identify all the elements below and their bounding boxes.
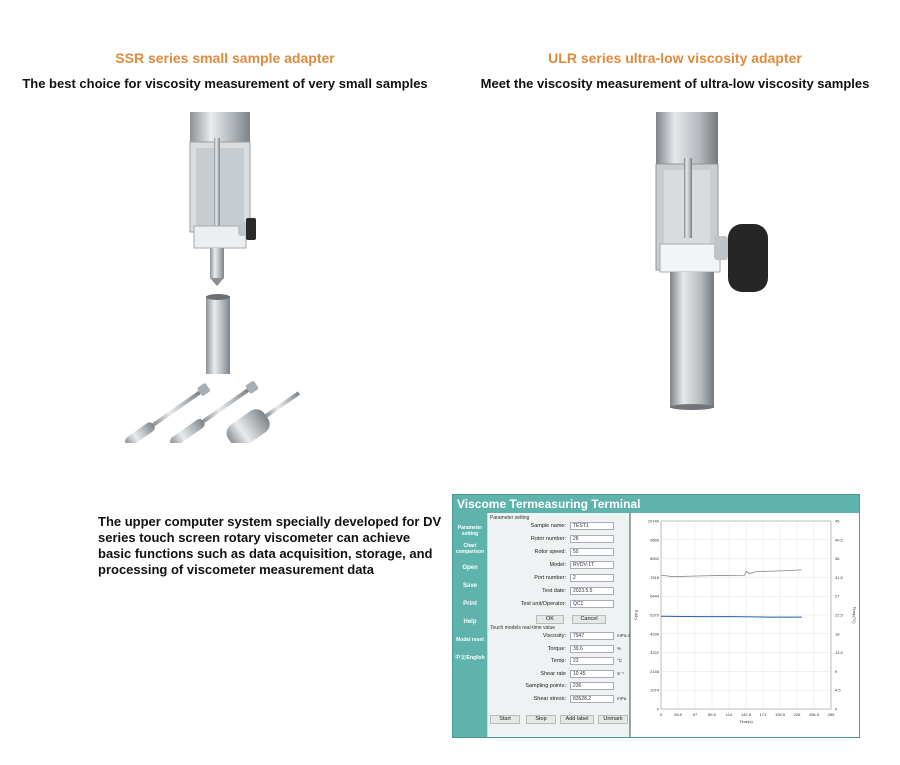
y2-tick-label: 4.5	[835, 687, 841, 693]
y-tick-label: 1074	[650, 687, 659, 693]
sidebar-item-print[interactable]: Print	[463, 601, 477, 607]
x-axis-label: Time(s)	[739, 719, 753, 724]
parameter-section-label: Parameter setting	[490, 515, 530, 521]
realtime-label: Shear stress:	[533, 695, 566, 702]
realtime-value: 10.45	[570, 670, 614, 678]
sidebar-item-save[interactable]: Save	[462, 583, 477, 589]
x-tick-label: 114	[725, 712, 733, 717]
param-input[interactable]: TEST1	[570, 522, 614, 530]
realtime-row	[490, 695, 628, 704]
param-input[interactable]: QC1	[570, 600, 614, 608]
realtime-label: Sampling points:	[525, 683, 566, 689]
realtime-value: 22	[570, 657, 614, 665]
sidebar-item-parameter-setting[interactable]: Parameter setting	[457, 525, 483, 537]
sidebar-item-model-reset[interactable]: Model reset	[456, 637, 484, 643]
param-label: Rotor number:	[530, 536, 566, 542]
realtime-value: 7947	[570, 632, 614, 640]
ok-button[interactable]: OK	[536, 615, 564, 624]
realtime-label: Shear rate	[540, 670, 566, 677]
param-row	[490, 587, 628, 596]
ulr-subtitle: Meet the viscosity measurement of ultra-low viscosity samples	[480, 76, 870, 91]
terminal-sidebar	[453, 513, 487, 738]
param-label: Sample name:	[530, 523, 566, 529]
y-tick-label: 9666	[650, 537, 659, 543]
system-description: The upper computer system specially developed for DV series touch screen rotary viscometer can achieve basic functions such as data acquisition, storage, and processing of viscometer measurement data	[98, 514, 442, 577]
param-input[interactable]: 2023.5.5	[570, 587, 614, 595]
realtime-value: 236	[570, 682, 614, 690]
realtime-label: Torque:	[547, 645, 566, 652]
x-tick-label: 28.5	[674, 712, 682, 717]
y-tick-label: 3222	[650, 650, 659, 656]
y2-tick-label: 45	[835, 518, 840, 524]
stop-button[interactable]: Stop	[526, 715, 556, 724]
y2-tick-label: 22.5	[835, 612, 843, 618]
viscosity-chart	[631, 513, 860, 738]
param-input[interactable]: 28	[570, 535, 614, 543]
y-tick-label: 10740	[647, 518, 659, 524]
param-row	[490, 600, 628, 609]
sidebar-item-help[interactable]: Help	[463, 619, 477, 625]
realtime-unit: %	[617, 645, 622, 651]
terminal-title: Viscome Termeasuring Terminal	[457, 497, 641, 511]
realtime-unit: mPa.s	[617, 633, 630, 638]
param-label: Port number:	[534, 575, 566, 581]
param-row	[490, 561, 628, 570]
realtime-row	[490, 670, 628, 679]
y-tick-label: 4296	[650, 631, 659, 637]
ssr-title: SSR series small sample adapter	[115, 50, 335, 66]
realtime-section-label: Touch models real-time value	[490, 625, 556, 631]
param-row	[490, 522, 628, 531]
x-tick-label: 0	[659, 712, 663, 717]
ulr-title: ULR series ultra-low viscosity adapter	[548, 50, 802, 66]
cancel-button[interactable]: Cancel	[572, 615, 606, 624]
y-tick-label: 7518	[650, 574, 659, 580]
y-tick-label: 2148	[650, 668, 659, 674]
realtime-value: 83528.2	[570, 695, 614, 703]
x-tick-label: 228	[793, 712, 801, 717]
x-tick-label: 142.5	[740, 712, 752, 717]
param-label: Test date:	[542, 588, 566, 594]
realtime-row	[490, 632, 628, 641]
realtime-row	[490, 682, 628, 691]
ulr-adapter-image	[640, 108, 780, 413]
realtime-value: 39.6	[570, 645, 614, 653]
realtime-label: Temp:	[551, 658, 566, 664]
param-row	[490, 548, 628, 557]
y2-tick-label: 18	[835, 631, 840, 637]
x-tick-label: 199.5	[774, 712, 786, 717]
terminal-window	[452, 494, 860, 738]
add-label-button[interactable]: Add label	[560, 715, 594, 724]
realtime-unit: mPa	[617, 695, 627, 701]
x-tick-label: 85.5	[708, 712, 716, 717]
y2-tick-label: 36	[835, 556, 840, 562]
param-label: Model:	[549, 562, 566, 568]
parameter-panel	[487, 513, 629, 738]
param-input[interactable]: 50	[570, 548, 614, 556]
realtime-label: Viscosity:	[542, 633, 566, 639]
y-tick-label: 8592	[650, 556, 659, 562]
param-label: Test unit/Operator:	[520, 601, 566, 607]
y-tick-label: 0	[656, 706, 659, 712]
x-tick-label: 171	[759, 712, 767, 717]
y2-tick-label: 40.5	[835, 537, 843, 543]
chart-area	[630, 513, 860, 738]
sidebar-item-chart-comparison[interactable]: Chart comparison	[455, 543, 485, 555]
y2-tick-label: 27	[835, 593, 840, 599]
start-button[interactable]: Start	[490, 715, 520, 724]
ssr-subtitle: The best choice for viscosity measurement of very small samples	[22, 76, 428, 91]
realtime-row	[490, 645, 628, 654]
param-input[interactable]: RVDV-1T	[570, 561, 614, 569]
y-axis-label: Cp(η)	[633, 609, 638, 621]
unmark-button[interactable]: Unmark	[598, 715, 628, 724]
realtime-unit: S⁻¹	[617, 670, 624, 676]
sidebar-item-open[interactable]: Open	[462, 565, 478, 571]
sidebar-item-language[interactable]: 中文/English	[455, 655, 485, 661]
x-tick-label: 256.5	[808, 712, 820, 717]
y2-axis-label: Temp(°C)	[852, 606, 857, 624]
param-input[interactable]: 2	[570, 574, 614, 582]
realtime-unit: °C	[617, 658, 623, 663]
y2-tick-label: 9	[835, 668, 838, 674]
param-row	[490, 574, 628, 583]
y2-tick-label: 13.5	[835, 650, 843, 656]
ssr-adapter-image	[110, 108, 310, 443]
x-tick-label: 57	[692, 712, 698, 717]
param-label: Rotor speed:	[534, 549, 566, 555]
y2-tick-label: 0	[835, 706, 838, 712]
y-tick-label: 5370	[650, 612, 659, 618]
param-row	[490, 535, 628, 544]
realtime-row	[490, 657, 628, 666]
y-tick-label: 6444	[650, 593, 659, 599]
x-tick-label: 285	[827, 712, 835, 717]
y2-tick-label: 31.5	[835, 574, 843, 580]
